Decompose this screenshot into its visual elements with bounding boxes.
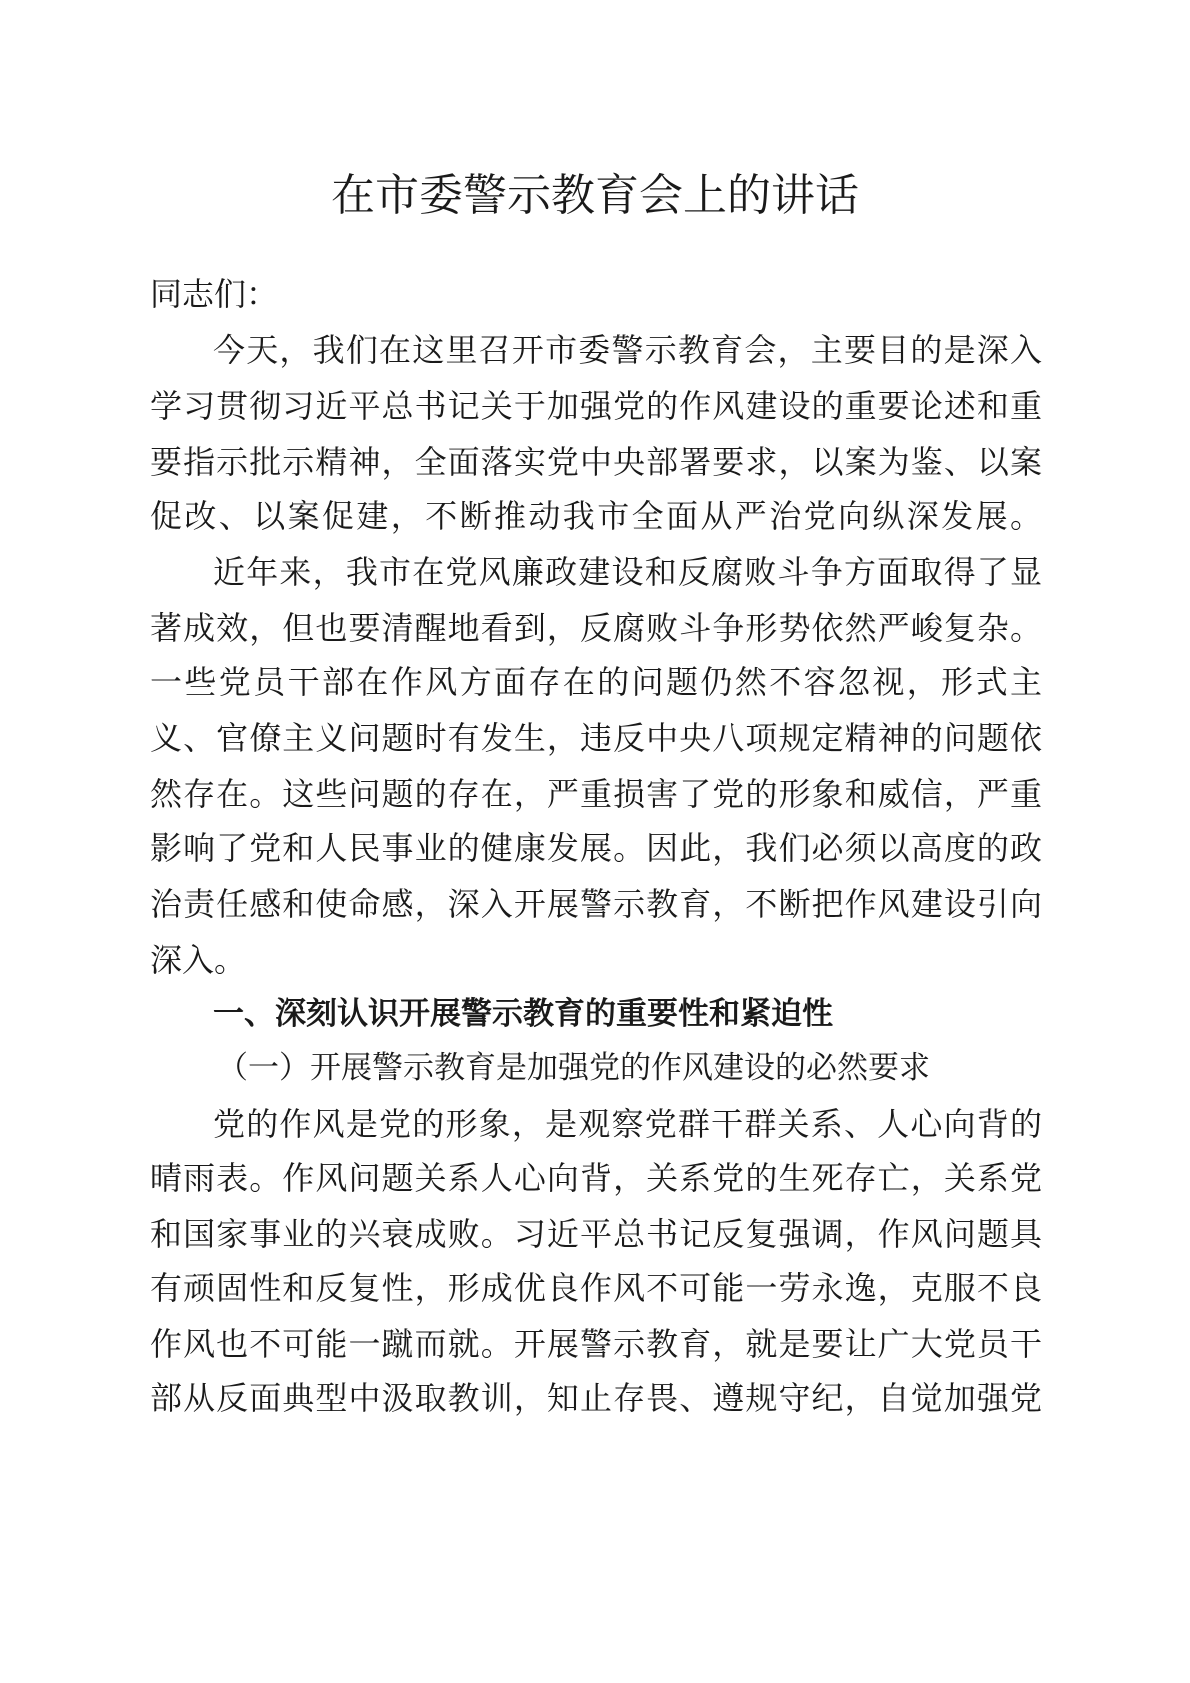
text-line: 影响了党和人民事业的健康发展。因此，我们必须以高度的政	[150, 829, 1042, 867]
text-line: 作风也不可能一蹴而就。开展警示教育，就是要让广大党员干	[150, 1325, 1042, 1363]
text-line: 学习贯彻习近平总书记关于加强党的作风建设的重要论述和重	[150, 387, 1042, 425]
text-line: 部从反面典型中汲取教训，知止存畏、遵规守纪，自觉加强党	[150, 1379, 1042, 1417]
text-line: 有顽固性和反复性，形成优良作风不可能一劳永逸，克服不良	[150, 1269, 1042, 1307]
salutation: 同志们：	[150, 275, 279, 313]
text-line: 要指示批示精神，全面落实党中央部署要求，以案为鉴、以案	[150, 443, 1042, 481]
document-title: 在市委警示教育会上的讲话	[331, 170, 859, 221]
text-line: 和国家事业的兴衰成败。习近平总书记反复强调，作风问题具	[150, 1215, 1042, 1253]
text-line: 深入。	[150, 941, 247, 979]
text-line: 著成效，但也要清醒地看到，反腐败斗争形势依然严峻复杂。	[150, 609, 1042, 647]
text-line: 党的作风是党的形象，是观察党群干群关系、人心向背的	[213, 1105, 1042, 1143]
text-line: 治责任感和使命感，深入开展警示教育，不断把作风建设引向	[150, 885, 1042, 923]
subsection-heading: （一）开展警示教育是加强党的作风建设的必然要求	[217, 1050, 930, 1086]
text-line: 然存在。这些问题的存在，严重损害了党的形象和威信，严重	[150, 775, 1042, 813]
text-line: 义、官僚主义问题时有发生，违反中央八项规定精神的问题依	[150, 719, 1042, 757]
text-line: 近年来，我市在党风廉政建设和反腐败斗争方面取得了显	[213, 553, 1042, 591]
section-heading: 一、深刻认识开展警示教育的重要性和紧迫性	[213, 996, 833, 1032]
text-line: 促改、以案促建，不断推动我市全面从严治党向纵深发展。	[150, 497, 1042, 535]
text-line: 晴雨表。作风问题关系人心向背，关系党的生死存亡，关系党	[150, 1159, 1042, 1197]
text-line: 一些党员干部在作风方面存在的问题仍然不容忽视，形式主	[150, 663, 1042, 701]
text-line: 今天，我们在这里召开市委警示教育会，主要目的是深入	[213, 331, 1042, 369]
